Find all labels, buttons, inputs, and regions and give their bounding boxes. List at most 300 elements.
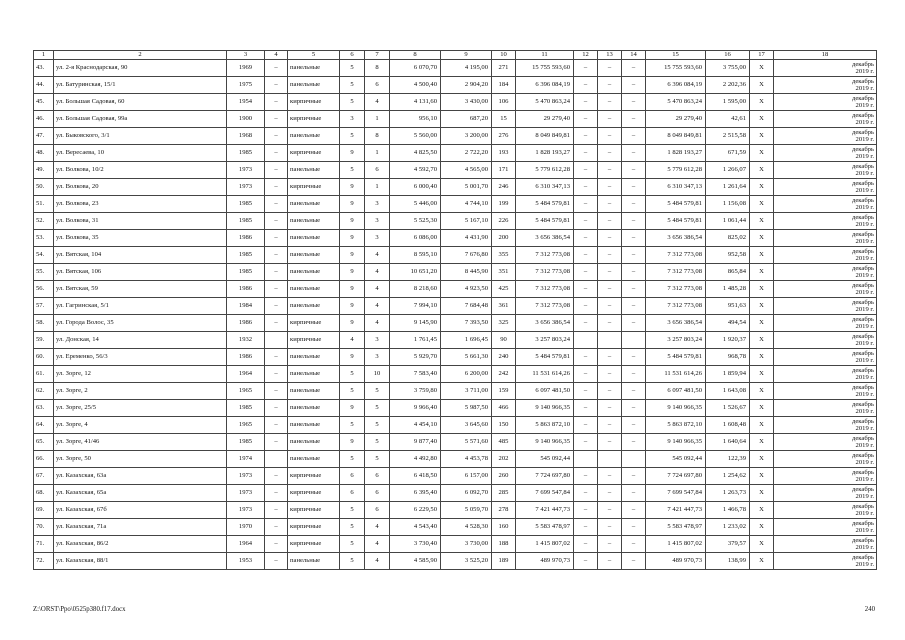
table-cell: – xyxy=(622,502,646,519)
table-cell: 7 421 447,73 xyxy=(516,502,574,519)
table-cell: 1974 xyxy=(227,451,265,468)
table-cell: 1 266,07 xyxy=(706,162,750,179)
table-cell: – xyxy=(598,162,622,179)
table-cell: 3 xyxy=(365,213,390,230)
table-cell: 1975 xyxy=(227,77,265,94)
table-cell: – xyxy=(598,417,622,434)
table-cell: 1964 xyxy=(227,366,265,383)
table-cell: 9 140 966,35 xyxy=(646,434,706,451)
table-cell: 5 xyxy=(340,77,365,94)
table-cell: 671,59 xyxy=(706,145,750,162)
deadline-year: 2019 г. xyxy=(855,527,874,534)
deadline-year: 2019 г. xyxy=(855,391,874,398)
table-cell: – xyxy=(265,366,288,383)
deadline-month: декабрь xyxy=(852,145,874,153)
table-row xyxy=(34,213,877,230)
table-cell: 6 418,50 xyxy=(390,468,441,485)
table-cell: 1968 xyxy=(227,128,265,145)
table-row xyxy=(34,451,877,468)
table-row xyxy=(34,230,877,247)
table-cell: 276 xyxy=(492,128,516,145)
table-cell: ул. Казахская, 63а xyxy=(54,468,227,485)
table-cell: X xyxy=(750,145,774,162)
table-cell: 5 929,70 xyxy=(390,349,441,366)
table-cell: 3 xyxy=(340,111,365,128)
table-cell: 1965 xyxy=(227,417,265,434)
table-row xyxy=(34,434,877,451)
table-cell: 9 140 966,35 xyxy=(646,400,706,417)
table-cell: 5 xyxy=(340,536,365,553)
table-cell: X xyxy=(750,281,774,298)
table-cell: панельные xyxy=(288,162,340,179)
table-cell: – xyxy=(574,77,598,94)
table-cell: 52. xyxy=(34,213,54,230)
table-cell: 64. xyxy=(34,417,54,434)
page-number: 240 xyxy=(864,606,875,613)
table-cell: 189 xyxy=(492,553,516,570)
table-cell: 71. xyxy=(34,536,54,553)
deadline-month: декабрь xyxy=(852,332,874,340)
table-cell: – xyxy=(265,315,288,332)
table-cell: 6 310 347,13 xyxy=(516,179,574,196)
table-cell: 1 643,08 xyxy=(706,383,750,400)
deadline-year: 2019 г. xyxy=(855,425,874,432)
table-row xyxy=(34,264,877,281)
table-row xyxy=(34,519,877,536)
table-cell: ул. Зорге, 4 xyxy=(54,417,227,434)
table-cell: 4 543,40 xyxy=(390,519,441,536)
deadline-month: декабрь xyxy=(852,162,874,170)
column-number-header: 4 xyxy=(265,51,288,60)
table-cell: – xyxy=(265,434,288,451)
table-cell: 63. xyxy=(34,400,54,417)
document-table-container xyxy=(33,50,876,570)
table-cell: X xyxy=(750,111,774,128)
table-cell: – xyxy=(574,349,598,366)
deadline-cell xyxy=(774,128,877,145)
table-cell: 4 131,60 xyxy=(390,94,441,111)
deadline-cell xyxy=(774,383,877,400)
table-cell: кирпичные xyxy=(288,111,340,128)
table-cell: 72. xyxy=(34,553,54,570)
table-cell: кирпичные xyxy=(288,145,340,162)
table-cell: 3 656 386,54 xyxy=(516,315,574,332)
table-cell: 4 xyxy=(365,519,390,536)
table-cell: 9 xyxy=(340,349,365,366)
table-cell: X xyxy=(750,434,774,451)
table-cell: кирпичные xyxy=(288,502,340,519)
table-cell: 7 312 773,08 xyxy=(516,298,574,315)
table-cell: панельные xyxy=(288,196,340,213)
table-cell: 11 531 614,26 xyxy=(516,366,574,383)
table-cell: 199 xyxy=(492,196,516,213)
table-row xyxy=(34,315,877,332)
table-row xyxy=(34,60,877,77)
table-cell: 1 640,64 xyxy=(706,434,750,451)
table-cell: ул. Батуринская, 15/1 xyxy=(54,77,227,94)
table-cell: 6 070,70 xyxy=(390,60,441,77)
table-cell: 6 092,70 xyxy=(441,485,492,502)
table-cell: 69. xyxy=(34,502,54,519)
table-cell: 9 xyxy=(340,145,365,162)
table-cell: 5 001,70 xyxy=(441,179,492,196)
table-cell: 379,57 xyxy=(706,536,750,553)
table-cell: – xyxy=(622,230,646,247)
table-cell: 3 656 386,54 xyxy=(646,230,706,247)
table-cell: панельные xyxy=(288,451,340,468)
table-cell: – xyxy=(622,179,646,196)
table-cell: 4 592,70 xyxy=(390,162,441,179)
table-cell: 3 656 386,54 xyxy=(516,230,574,247)
deadline-month: декабрь xyxy=(852,417,874,425)
table-cell: 956,10 xyxy=(390,111,441,128)
table-cell: панельные xyxy=(288,349,340,366)
deadline-cell xyxy=(774,536,877,553)
table-cell: 5 xyxy=(365,451,390,468)
table-cell: 4 xyxy=(365,247,390,264)
table-cell: 1 859,94 xyxy=(706,366,750,383)
table-cell: – xyxy=(598,315,622,332)
table-cell: X xyxy=(750,247,774,264)
deadline-cell xyxy=(774,519,877,536)
deadline-cell xyxy=(774,434,877,451)
table-cell: 3 755,00 xyxy=(706,60,750,77)
table-cell: 15 xyxy=(492,111,516,128)
deadline-cell xyxy=(774,451,877,468)
deadline-cell xyxy=(774,111,877,128)
table-cell: – xyxy=(265,196,288,213)
table-cell: ул. Волкова, 20 xyxy=(54,179,227,196)
table-cell: 7 312 773,08 xyxy=(646,281,706,298)
table-cell: 7 724 697,80 xyxy=(516,468,574,485)
deadline-year: 2019 г. xyxy=(855,408,874,415)
table-cell: панельные xyxy=(288,77,340,94)
table-cell: – xyxy=(622,349,646,366)
table-cell: 9 xyxy=(340,315,365,332)
table-cell: X xyxy=(750,553,774,570)
table-cell: – xyxy=(265,77,288,94)
table-cell: 260 xyxy=(492,468,516,485)
column-number-header: 17 xyxy=(750,51,774,60)
table-cell: кирпичные xyxy=(288,536,340,553)
table-cell: 4 xyxy=(365,94,390,111)
table-cell: 4 454,10 xyxy=(390,417,441,434)
table-cell: 9 xyxy=(340,213,365,230)
table-cell: – xyxy=(622,383,646,400)
table-cell: панельные xyxy=(288,366,340,383)
table-cell: 9 xyxy=(340,298,365,315)
table-cell: 7 583,40 xyxy=(390,366,441,383)
table-cell: 7 994,10 xyxy=(390,298,441,315)
table-cell: 3 200,00 xyxy=(441,128,492,145)
table-cell: 5 484 579,81 xyxy=(646,349,706,366)
table-cell: панельные xyxy=(288,553,340,570)
table-cell: ул. Волкова, 10/2 xyxy=(54,162,227,179)
table-cell: 5 xyxy=(340,383,365,400)
table-cell: 5 446,00 xyxy=(390,196,441,213)
table-cell: ул. Зорге, 50 xyxy=(54,451,227,468)
table-cell: 54. xyxy=(34,247,54,264)
table-row xyxy=(34,468,877,485)
table-cell: – xyxy=(574,434,598,451)
table-cell: – xyxy=(598,434,622,451)
table-cell: – xyxy=(265,400,288,417)
table-cell: 5 xyxy=(365,400,390,417)
table-cell: 5 779 612,28 xyxy=(516,162,574,179)
table-row xyxy=(34,485,877,502)
table-cell: 7 312 773,08 xyxy=(516,264,574,281)
deadline-month: декабрь xyxy=(852,536,874,544)
table-cell: 5 987,50 xyxy=(441,400,492,417)
table-cell: – xyxy=(622,60,646,77)
table-cell: – xyxy=(265,417,288,434)
table-cell: – xyxy=(622,281,646,298)
table-row xyxy=(34,417,877,434)
table-cell: 1973 xyxy=(227,179,265,196)
deadline-month: декабрь xyxy=(852,366,874,374)
table-cell: 29 279,40 xyxy=(646,111,706,128)
table-cell: – xyxy=(598,349,622,366)
table-cell: ул. Казахская, 88/1 xyxy=(54,553,227,570)
table-cell: 5 470 863,24 xyxy=(646,94,706,111)
table-cell: 8 xyxy=(365,60,390,77)
table-cell: – xyxy=(622,145,646,162)
deadline-cell xyxy=(774,485,877,502)
table-cell: X xyxy=(750,519,774,536)
deadline-year: 2019 г. xyxy=(855,544,874,551)
table-cell: 285 xyxy=(492,485,516,502)
table-cell: 7 312 773,08 xyxy=(646,247,706,264)
table-cell xyxy=(622,332,646,349)
table-cell: 1 263,73 xyxy=(706,485,750,502)
table-cell: – xyxy=(622,111,646,128)
table-cell: X xyxy=(750,196,774,213)
table-cell: 200 xyxy=(492,230,516,247)
table-cell: 70. xyxy=(34,519,54,536)
deadline-cell xyxy=(774,502,877,519)
table-cell: 5 xyxy=(340,128,365,145)
deadline-cell xyxy=(774,94,877,111)
table-cell: 6 086,00 xyxy=(390,230,441,247)
table-cell xyxy=(622,451,646,468)
table-cell: – xyxy=(265,281,288,298)
table-cell: – xyxy=(598,502,622,519)
table-cell: – xyxy=(622,162,646,179)
table-cell: панельные xyxy=(288,434,340,451)
table-cell: – xyxy=(574,417,598,434)
table-row xyxy=(34,366,877,383)
table-cell: ул. Казахская, 65а xyxy=(54,485,227,502)
table-cell: 6 396 084,19 xyxy=(516,77,574,94)
table-cell xyxy=(574,332,598,349)
table-cell: 5 560,00 xyxy=(390,128,441,145)
table-cell: ул. Гагринская, 5/1 xyxy=(54,298,227,315)
table-cell: 7 724 697,80 xyxy=(646,468,706,485)
table-cell: – xyxy=(598,196,622,213)
table-cell: ул. Казахская, 71а xyxy=(54,519,227,536)
table-cell: 65. xyxy=(34,434,54,451)
table-cell: 5 xyxy=(340,94,365,111)
table-cell: – xyxy=(574,162,598,179)
table-cell: 5 xyxy=(340,519,365,536)
table-cell: 6 200,00 xyxy=(441,366,492,383)
table-cell: 66. xyxy=(34,451,54,468)
table-cell: 1985 xyxy=(227,400,265,417)
table-row xyxy=(34,247,877,264)
table-cell: – xyxy=(574,400,598,417)
table-cell: 6 097 481,50 xyxy=(516,383,574,400)
table-cell: 3 645,60 xyxy=(441,417,492,434)
table-cell: ул. Зорге, 41/46 xyxy=(54,434,227,451)
table-cell: – xyxy=(265,94,288,111)
table-cell: 7 312 773,08 xyxy=(516,247,574,264)
table-cell: 3 759,80 xyxy=(390,383,441,400)
table-cell: – xyxy=(622,434,646,451)
deadline-month: декабрь xyxy=(852,400,874,408)
table-cell: – xyxy=(574,213,598,230)
table-cell: 5 xyxy=(365,434,390,451)
table-cell: 5 583 478,97 xyxy=(516,519,574,536)
table-cell: X xyxy=(750,94,774,111)
table-cell: – xyxy=(574,298,598,315)
table-cell: 46. xyxy=(34,111,54,128)
deadline-year: 2019 г. xyxy=(855,204,874,211)
table-cell: 1973 xyxy=(227,162,265,179)
table-cell: 138,99 xyxy=(706,553,750,570)
deadline-month: декабрь xyxy=(852,298,874,306)
deadline-year: 2019 г. xyxy=(855,187,874,194)
table-cell: 5 863 872,10 xyxy=(516,417,574,434)
table-cell: – xyxy=(574,196,598,213)
table-cell: 3 xyxy=(365,349,390,366)
deadline-year: 2019 г. xyxy=(855,238,874,245)
table-cell: 159 xyxy=(492,383,516,400)
table-cell: 4 825,50 xyxy=(390,145,441,162)
deadline-year: 2019 г. xyxy=(855,323,874,330)
table-cell: 1 696,45 xyxy=(441,332,492,349)
deadline-cell xyxy=(774,247,877,264)
table-cell: – xyxy=(622,247,646,264)
table-cell: 4 xyxy=(340,332,365,349)
table-cell: – xyxy=(265,145,288,162)
table-cell: – xyxy=(574,383,598,400)
table-row xyxy=(34,128,877,145)
table-cell: – xyxy=(265,349,288,366)
table-cell: – xyxy=(598,247,622,264)
table-cell: 6 xyxy=(365,162,390,179)
table-cell: 4 528,30 xyxy=(441,519,492,536)
table-cell: панельные xyxy=(288,417,340,434)
table-cell: 42,61 xyxy=(706,111,750,128)
table-cell: 1 415 807,02 xyxy=(646,536,706,553)
table-row xyxy=(34,349,877,366)
column-number-header: 5 xyxy=(288,51,340,60)
deadline-year: 2019 г. xyxy=(855,153,874,160)
table-cell: 5 xyxy=(340,553,365,570)
table-cell: 6 xyxy=(365,502,390,519)
deadline-cell xyxy=(774,60,877,77)
table-cell: 1965 xyxy=(227,383,265,400)
table-cell: – xyxy=(622,213,646,230)
table-cell: 3 711,00 xyxy=(441,383,492,400)
table-cell: 687,20 xyxy=(441,111,492,128)
column-number-header: 12 xyxy=(574,51,598,60)
table-cell: 4 492,80 xyxy=(390,451,441,468)
table-cell: 351 xyxy=(492,264,516,281)
table-cell: – xyxy=(574,128,598,145)
table-cell: 122,39 xyxy=(706,451,750,468)
table-cell: ул. Зорге, 25/5 xyxy=(54,400,227,417)
table-cell: 6 000,40 xyxy=(390,179,441,196)
table-cell: кирпичные xyxy=(288,179,340,196)
table-cell: – xyxy=(598,179,622,196)
table-cell: 15 755 593,60 xyxy=(646,60,706,77)
table-cell: – xyxy=(574,502,598,519)
deadline-month: декабрь xyxy=(852,111,874,119)
table-cell: 4 xyxy=(365,553,390,570)
table-cell: 1985 xyxy=(227,213,265,230)
table-cell: 1985 xyxy=(227,196,265,213)
table-cell: X xyxy=(750,383,774,400)
table-cell: – xyxy=(265,553,288,570)
table-cell: – xyxy=(574,315,598,332)
table-cell: – xyxy=(265,383,288,400)
table-cell: 45. xyxy=(34,94,54,111)
table-cell: ул. Вятская, 104 xyxy=(54,247,227,264)
table-cell: X xyxy=(750,128,774,145)
table-cell: панельные xyxy=(288,247,340,264)
deadline-month: декабрь xyxy=(852,264,874,272)
deadline-month: декабрь xyxy=(852,349,874,357)
table-cell: – xyxy=(265,230,288,247)
table-cell: 8 218,60 xyxy=(390,281,441,298)
deadline-year: 2019 г. xyxy=(855,255,874,262)
table-cell: 9 xyxy=(340,247,365,264)
table-cell: 825,02 xyxy=(706,230,750,247)
table-cell: 1970 xyxy=(227,519,265,536)
table-cell: 1 485,28 xyxy=(706,281,750,298)
table-cell: – xyxy=(622,264,646,281)
table-cell: 9 xyxy=(340,179,365,196)
table-cell: 9 xyxy=(340,400,365,417)
table-cell: 9 966,40 xyxy=(390,400,441,417)
table-cell: 59. xyxy=(34,332,54,349)
deadline-month: декабрь xyxy=(852,553,874,561)
table-cell: X xyxy=(750,366,774,383)
deadline-month: декабрь xyxy=(852,230,874,238)
footer-file-path: Z:\ORST\Ppo\0525p380.f17.docx xyxy=(33,606,126,613)
table-cell: 9 145,90 xyxy=(390,315,441,332)
table-cell: ул. Большая Садовая, 60 xyxy=(54,94,227,111)
table-cell: 5 661,30 xyxy=(441,349,492,366)
table-cell: X xyxy=(750,230,774,247)
table-cell: – xyxy=(622,298,646,315)
table-row xyxy=(34,383,877,400)
table-cell: 1 xyxy=(365,111,390,128)
table-cell: – xyxy=(574,111,598,128)
table-cell: X xyxy=(750,298,774,315)
table-cell: панельные xyxy=(288,298,340,315)
table-cell: 485 xyxy=(492,434,516,451)
column-number-header: 2 xyxy=(54,51,227,60)
table-cell: – xyxy=(598,553,622,570)
table-cell: 1 415 807,02 xyxy=(516,536,574,553)
table-cell: 494,54 xyxy=(706,315,750,332)
table-cell: кирпичные xyxy=(288,468,340,485)
table-cell: 68. xyxy=(34,485,54,502)
deadline-month: декабрь xyxy=(852,94,874,102)
table-cell: 1 061,44 xyxy=(706,213,750,230)
